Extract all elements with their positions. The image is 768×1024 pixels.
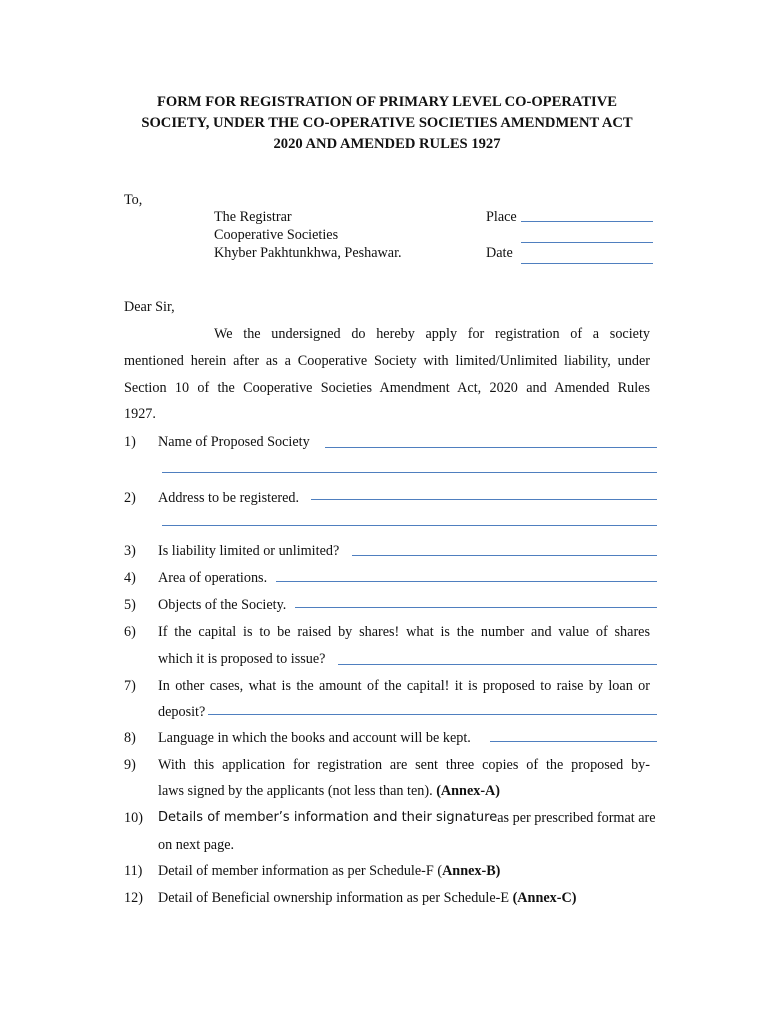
place-field-2[interactable]: [521, 242, 653, 243]
society-name-field[interactable]: [325, 447, 657, 448]
liability-field[interactable]: [352, 555, 657, 556]
intro-line-1: We the undersigned do hereby apply for registration of a society: [214, 326, 650, 342]
place-label: Place: [486, 209, 517, 225]
item-text-6a: If the capital is to be raised by shares! what is the number and value of shares: [158, 624, 650, 640]
title-line-2: SOCIETY, UNDER THE CO-OPERATIVE SOCIETIES AMENDMENT ACT: [141, 115, 633, 131]
item-number-4: 4): [124, 570, 136, 586]
to-label: To,: [124, 192, 143, 208]
item-number-5: 5): [124, 597, 136, 613]
item-number-9: 9): [124, 757, 136, 773]
item-text-11-body: Detail of member information as per Schedule-F (: [158, 863, 443, 879]
item-text-7a: In other cases, what is the amount of the capital! it is proposed to raise by loan or: [158, 678, 650, 694]
shares-field[interactable]: [338, 664, 657, 665]
address-line-1: The Registrar: [214, 209, 292, 225]
area-field[interactable]: [276, 581, 657, 582]
annex-b-label: Annex-B): [442, 863, 501, 879]
title-line-3: 2020 AND AMENDED RULES 1927: [273, 136, 501, 152]
item-text-5: Objects of the Society.: [158, 597, 287, 613]
item-number-6: 6): [124, 624, 136, 640]
date-field[interactable]: [521, 263, 653, 264]
item-text-12: [158, 890, 576, 907]
item-text-9a: With this application for registration are sent three copies of the proposed by-: [158, 757, 650, 773]
item-number-3: 3): [124, 543, 136, 559]
capital-field[interactable]: [208, 714, 657, 715]
form-title: [124, 92, 650, 155]
intro-line-3: Section 10 of the Cooperative Societies Amendment Act, 2020 and Amended Rules: [124, 380, 650, 396]
item-text-10b: on next page.: [158, 837, 235, 853]
date-label: Date: [486, 245, 513, 261]
item-text-11: [158, 863, 500, 880]
item-text-10a: [158, 810, 656, 827]
intro-line-4: 1927.: [124, 406, 156, 422]
item-number-10: 10): [124, 810, 143, 826]
item-number-7: 7): [124, 678, 136, 694]
title-line-1: FORM FOR REGISTRATION OF PRIMARY LEVEL CO-OPERATIVE: [156, 94, 618, 110]
item-number-8: 8): [124, 730, 136, 746]
item-text-9b: [158, 783, 500, 800]
item-text-9b-body: laws signed by the applicants (not less than ten).: [158, 783, 433, 799]
address-line-3: Khyber Pakhtunkhwa, Peshawar.: [214, 245, 402, 261]
language-field[interactable]: [490, 741, 657, 742]
society-name-field-2[interactable]: [162, 472, 657, 473]
item-number-12: 12): [124, 890, 143, 906]
item-text-2: Address to be registered.: [158, 490, 300, 506]
address-field-2[interactable]: [162, 525, 657, 526]
item-text-1: Name of Proposed Society: [158, 434, 310, 450]
item-text-8: Language in which the books and account will be kept.: [158, 730, 471, 746]
objects-field[interactable]: [295, 607, 657, 608]
address-line-2: Cooperative Societies: [214, 227, 339, 243]
item-number-1: 1): [124, 434, 136, 450]
intro-line-2: mentioned herein after as a Cooperative Society with limited/Unlimited liability, under: [124, 353, 650, 369]
address-field[interactable]: [311, 499, 657, 500]
annex-a-label: (Annex-A): [436, 783, 501, 799]
item-text-6b: which it is proposed to issue?: [158, 651, 326, 667]
item-text-7b: deposit?: [158, 704, 206, 720]
item-text-10a-rest: as per prescribed format are: [497, 810, 656, 826]
item-number-2: 2): [124, 490, 136, 506]
item-text-10a-sans: Details of member’s information and their signature: [158, 810, 498, 825]
place-field[interactable]: [521, 221, 653, 222]
item-text-12-body: Detail of Beneficial ownership information as per Schedule-E: [158, 890, 510, 906]
item-text-4: Area of operations.: [158, 570, 268, 586]
annex-c-label: (Annex-C): [512, 890, 577, 906]
salutation: Dear Sir,: [124, 299, 175, 315]
item-number-11: 11): [124, 863, 143, 879]
item-text-3: Is liability limited or unlimited?: [158, 543, 340, 559]
